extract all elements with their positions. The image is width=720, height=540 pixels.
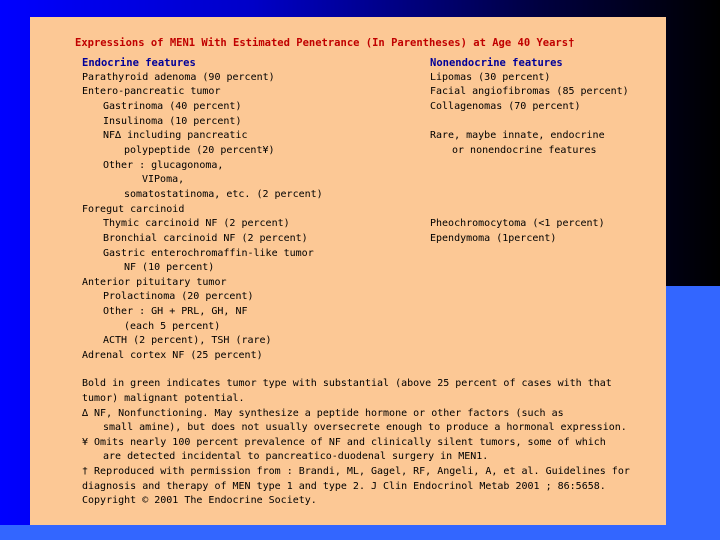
nonendocrine-line: Rare, maybe innate, endocrine: [430, 130, 605, 141]
footnote-line: Bold in green indicates tumor type with substantial (above 25 percent of cases with that: [82, 378, 612, 389]
endocrine-line: Entero-pancreatic tumor: [82, 86, 221, 97]
footnote-line: † Reproduced with permission from : Brandi, ML, Gagel, RF, Angeli, A, et al. Guidelines for: [82, 466, 630, 477]
endocrine-line: Thymic carcinoid NF (2 percent): [103, 218, 290, 229]
endocrine-line: (each 5 percent): [124, 321, 221, 332]
endocrine-line: VIPoma,: [142, 174, 185, 185]
endocrine-line: Gastrinoma (40 percent): [103, 101, 242, 112]
endocrine-line: polypeptide (20 percent¥): [124, 145, 275, 156]
endocrine-line: Prolactinoma (20 percent): [103, 291, 254, 302]
endocrine-line: Parathyroid adenoma (90 percent): [82, 72, 275, 83]
endocrine-line: Anterior pituitary tumor: [82, 277, 227, 288]
endocrine-line: Adrenal cortex NF (25 percent): [82, 350, 263, 361]
footnote-line: diagnosis and therapy of MEN type 1 and type 2. J Clin Endocrinol Metab 2001 ; 86:5658.: [82, 481, 606, 492]
decor-block-right: [666, 286, 720, 540]
endocrine-line: Other : GH + PRL, GH, NF: [103, 306, 248, 317]
endocrine-line: somatostatinoma, etc. (2 percent): [124, 189, 323, 200]
endocrine-line: Bronchial carcinoid NF (2 percent): [103, 233, 308, 244]
decor-block-bottom: [0, 525, 720, 540]
footnote-line: small amine), but does not usually oversecrete enough to produce a hormonal expression.: [103, 422, 627, 433]
endocrine-line: Foregut carcinoid: [82, 204, 185, 215]
nonendocrine-line: Lipomas (30 percent): [430, 72, 551, 83]
endocrine-line: NF∆ including pancreatic: [103, 130, 248, 141]
endocrine-line: Insulinoma (10 percent): [103, 116, 242, 127]
endocrine-line: NF (10 percent): [124, 262, 215, 273]
footnote-line: tumor) malignant potential.: [82, 393, 245, 404]
nonendocrine-line: or nonendocrine features: [452, 145, 597, 156]
nonendocrine-line: Collagenomas (70 percent): [430, 101, 581, 112]
footnote-line: are detected incidental to pancreatico-duodenal surgery in MEN1.: [103, 451, 489, 462]
endocrine-heading: Endocrine features: [82, 57, 196, 69]
footnote-line: Copyright © 2001 The Endocrine Society.: [82, 495, 317, 506]
footnote-line: ∆ NF, Nonfunctioning. May synthesize a peptide hormone or other factors (such as: [82, 408, 564, 419]
content-panel: [30, 17, 666, 525]
endocrine-line: ACTH (2 percent), TSH (rare): [103, 335, 272, 346]
footnote-line: ¥ Omits nearly 100 percent prevalence of NF and clinically silent tumors, some of which: [82, 437, 606, 448]
endocrine-line: Other : glucagonoma,: [103, 160, 224, 171]
nonendocrine-heading: Nonendocrine features: [430, 57, 563, 69]
nonendocrine-line: Pheochromocytoma (<1 percent): [430, 218, 605, 229]
endocrine-line: Gastric enterochromaffin-like tumor: [103, 248, 314, 259]
nonendocrine-line: Ependymoma (1percent): [430, 233, 557, 244]
slide-title: Expressions of MEN1 With Estimated Penetrance (In Parentheses) at Age 40 Years†: [75, 37, 575, 49]
nonendocrine-line: Facial angiofibromas (85 percent): [430, 86, 629, 97]
